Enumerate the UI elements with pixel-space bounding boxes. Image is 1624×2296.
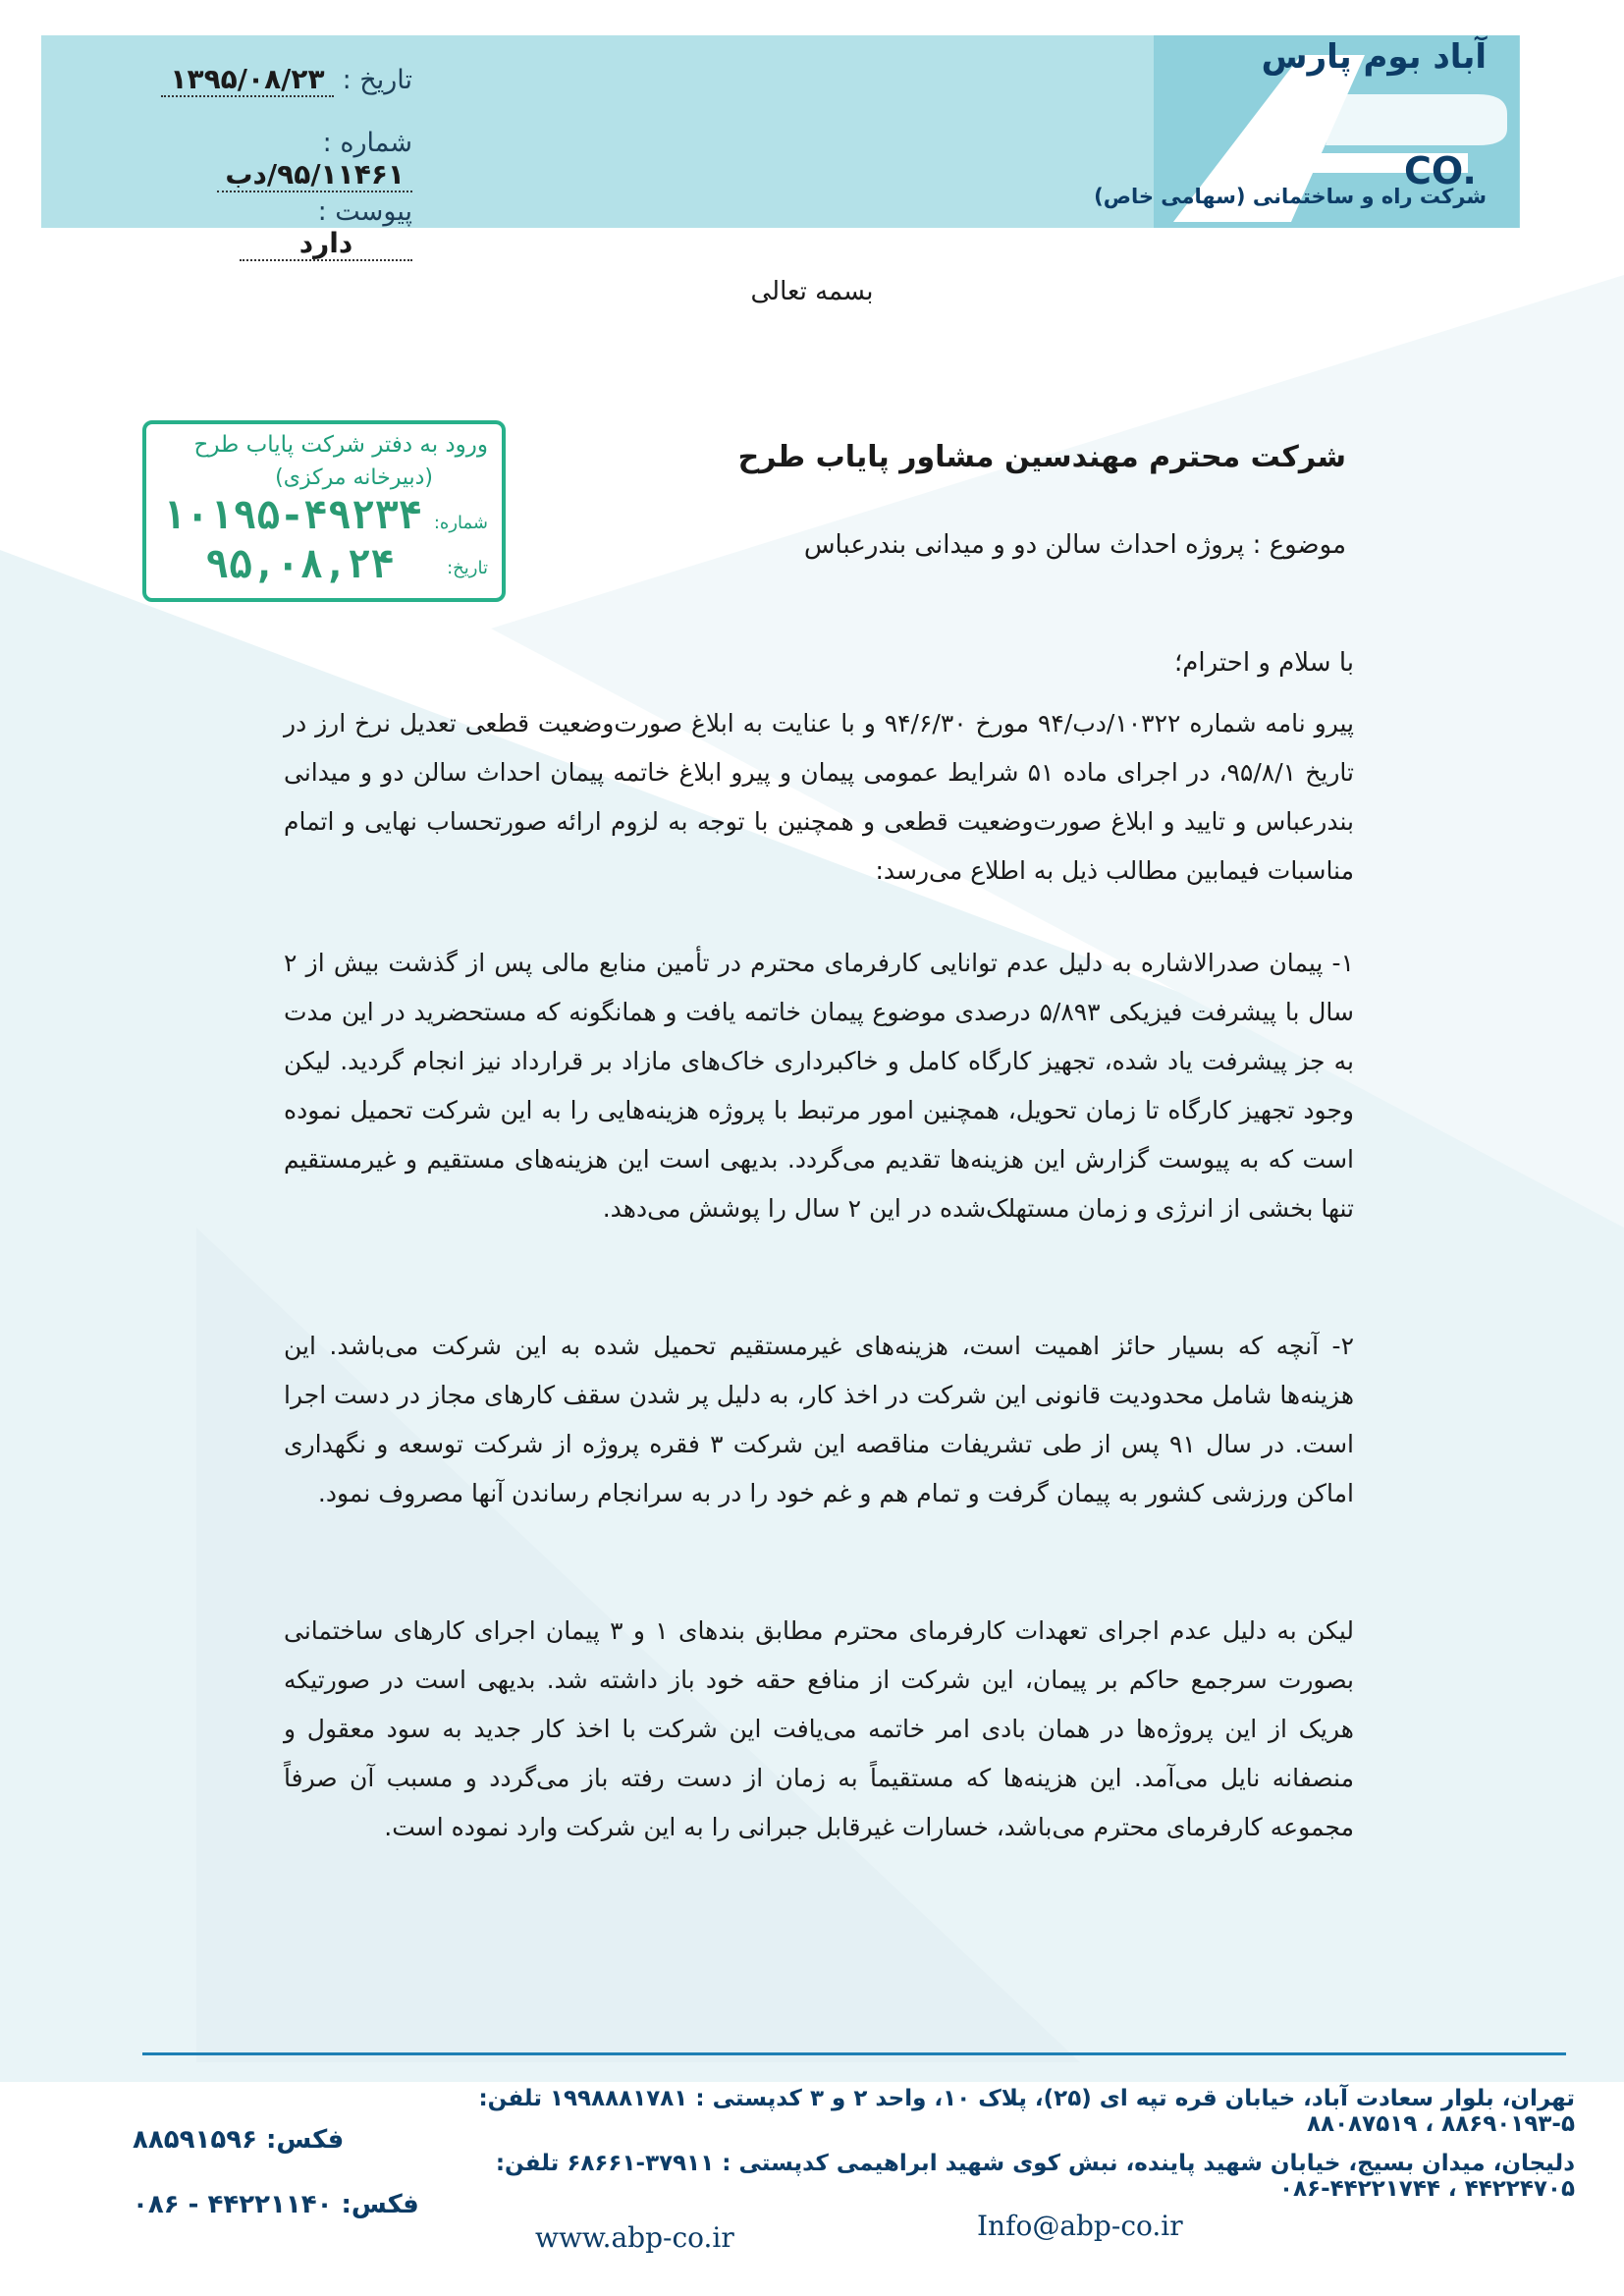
footer-branch-address: دلیجان، میدان بسیج، خیابان شهید پاینده، نبش کوی شهید ابراهیمی کدپستی : ۳۷۹۱۱-۶۸۶۶۱ تلفن: ۴۴۲۲۴۷۰۵ ، ۴۴۲۲۱۷۴۴-۰۸۶ bbox=[495, 2151, 1575, 2202]
footer-divider bbox=[142, 2052, 1566, 2055]
stamp-date-value: ۹۵,۰۸,۲۴ bbox=[205, 542, 395, 587]
tehran-fax-label: فکس: bbox=[266, 2125, 345, 2155]
attachment-row bbox=[137, 196, 412, 261]
number-value: ۹۵/۱۱۴۶۱/دب bbox=[217, 158, 412, 192]
stamp-number-value: ۱۰۱۹۵-۴۹۲۳۴ bbox=[162, 493, 422, 538]
greeting: با سلام و احترام؛ bbox=[1174, 648, 1354, 678]
paragraph-item-1: ۱- پیمان صدرالاشاره به دلیل عدم توانایی کارفرمای محترم در تأمین منابع مالی پس از گذشت بیش از ۲ سال با پیشرفت فیزیکی ۵/۸۹۳ درصدی موضوع پیمان خاتمه یافت و همانگونه که مستحضرید در این مدت به جز پیشرفت یاد شده، تجهیز کارگاه کامل و خاکبرداری خاک‌های مازاد بر قرارداد نیز انجام گردید. لیکن وجود تجهیز کارگاه تا زمان تحویل، همچنین امور مرتبط با پروژه هزینه‌هایی را به این شرکت تحمیل نموده است که به پیوست گزارش این هزینه‌ها تقدیم می‌گردد. بدیهی است این هزینه‌های مستقیم و غیرمستقیم تنها بخشی از انرژی و زمان مستهلک‌شده در این ۲ سال را پوشش می‌دهد. bbox=[284, 949, 1354, 1223]
footer-tehran-address: تهران، بلوار سعادت آباد، خیابان قره تپه ای (۲۵)، پلاک ۱۰، واحد ۲ و ۳ کدپستی : ۱۹۹۸۸۸۱۷۸۱ تلفن: ۵-۸۸۶۹۰۱۹۳ ، ۸۸۰۸۷۵۱۹ bbox=[478, 2086, 1575, 2137]
stamp-number-label: شماره: bbox=[433, 513, 488, 533]
date-value: ۱۳۹۵/۰۸/۲۳ bbox=[161, 63, 334, 97]
attachment-value: دارد bbox=[240, 227, 412, 261]
company-name: آباد بوم پارس bbox=[1261, 37, 1487, 77]
received-stamp bbox=[142, 420, 506, 602]
branch-fax-label: فکس: bbox=[341, 2190, 419, 2219]
number-row bbox=[137, 128, 412, 192]
paragraph-conclusion: لیکن به دلیل عدم اجرای تعهدات کارفرمای محترم مطابق بندهای ۱ و ۳ پیمان اجرای کارهای ساختمانی بصورت سرجمع حاکم بر پیمان، این شرکت از منافع حقه خود باز داشته شد. بدیهی است در صورتیکه هریک از این پروژه‌ها در همان بادی امر خاتمه می‌یافت این شرکت با اخذ کار جدید به سود معقول و منصفانه نایل می‌آمد. این هزینه‌ها که مستقیماً به زمان از دست رفته باز می‌گردد و مسبب آن صرفاً مجموعه کارفرمای محترم می‌باشد، خسارات غیرقابل جبرانی را به این شرکت وارد نموده است. bbox=[284, 1616, 1355, 1841]
paragraph-intro: پیرو نامه شماره ۱۰۳۲۲/دب/۹۴ مورخ ۹۴/۶/۳۰ و با عنایت به ابلاغ صورت‌وضعیت قطعی تعدیل نرخ ارز در تاریخ ۹۵/۸/۱، در اجرای ماده ۵۱ شرایط عمومی پیمان و پیرو ابلاغ خاتمه پیمان احداث سالن دو و میدانی بندرعباس و تایید و ابلاغ صورت‌وضعیت قطعی و همچنین با توجه به لزوم ارائه صورتحساب نهایی و اتمام مناسبات فیمابین مطالب ذیل به اطلاع می‌رسد: bbox=[284, 709, 1354, 885]
branch-fax-number: ۴۴۲۲۱۱۴۰ - ۰۸۶ bbox=[133, 2190, 333, 2219]
footer-tehran-fax bbox=[133, 2125, 344, 2155]
company-suffix: CO. bbox=[1404, 149, 1477, 192]
attachment-label: پیوست : bbox=[317, 196, 412, 227]
stamp-title: ورود به دفتر شرکت پایاب طرح bbox=[193, 432, 488, 458]
footer-branch-fax bbox=[133, 2190, 419, 2219]
stamp-date-label: تاریخ: bbox=[447, 558, 488, 578]
stamp-subtitle: (دبیرخانه مرکزی) bbox=[275, 465, 433, 490]
paragraph-item-2: ۲- آنچه که بسیار حائز اهمیت است، هزینه‌های غیرمستقیم تحمیل شده به این شرکت می‌باشد. این هزینه‌ها شامل محدودیت قانونی این شرکت در اخذ کار، به دلیل پر شدن سقف کارهای مجاز در دست اجرا است. در سال ۹۱ پس از طی تشریفات مناقصه این شرکت ۳ فقره پروژه از شرکت توسعه و نگهداری اماکن ورزشی کشور به پیمان گرفت و تمام هم و غم خود را در به سرانجام رساندن آنها مصروف نمود. bbox=[284, 1332, 1354, 1507]
tehran-fax-number: ۸۸۵۹۱۵۹۶ bbox=[133, 2125, 257, 2155]
number-label: شماره : bbox=[322, 128, 412, 158]
subject: موضوع : پروژه احداث سالن دو و میدانی بندرعباس bbox=[803, 530, 1346, 560]
date-row bbox=[137, 63, 412, 97]
recipient: شرکت محترم مهندسین مشاور پایاب طرح bbox=[737, 440, 1346, 474]
invocation: بسمه تعالی bbox=[750, 277, 874, 306]
date-label: تاریخ : bbox=[342, 65, 412, 95]
email-link[interactable]: Info@abp-co.ir bbox=[977, 2210, 1183, 2242]
company-subtitle: شرکت راه و ساختمانی (سهامی خاص) bbox=[1094, 185, 1487, 208]
website-link[interactable]: www.abp-co.ir bbox=[535, 2221, 734, 2254]
